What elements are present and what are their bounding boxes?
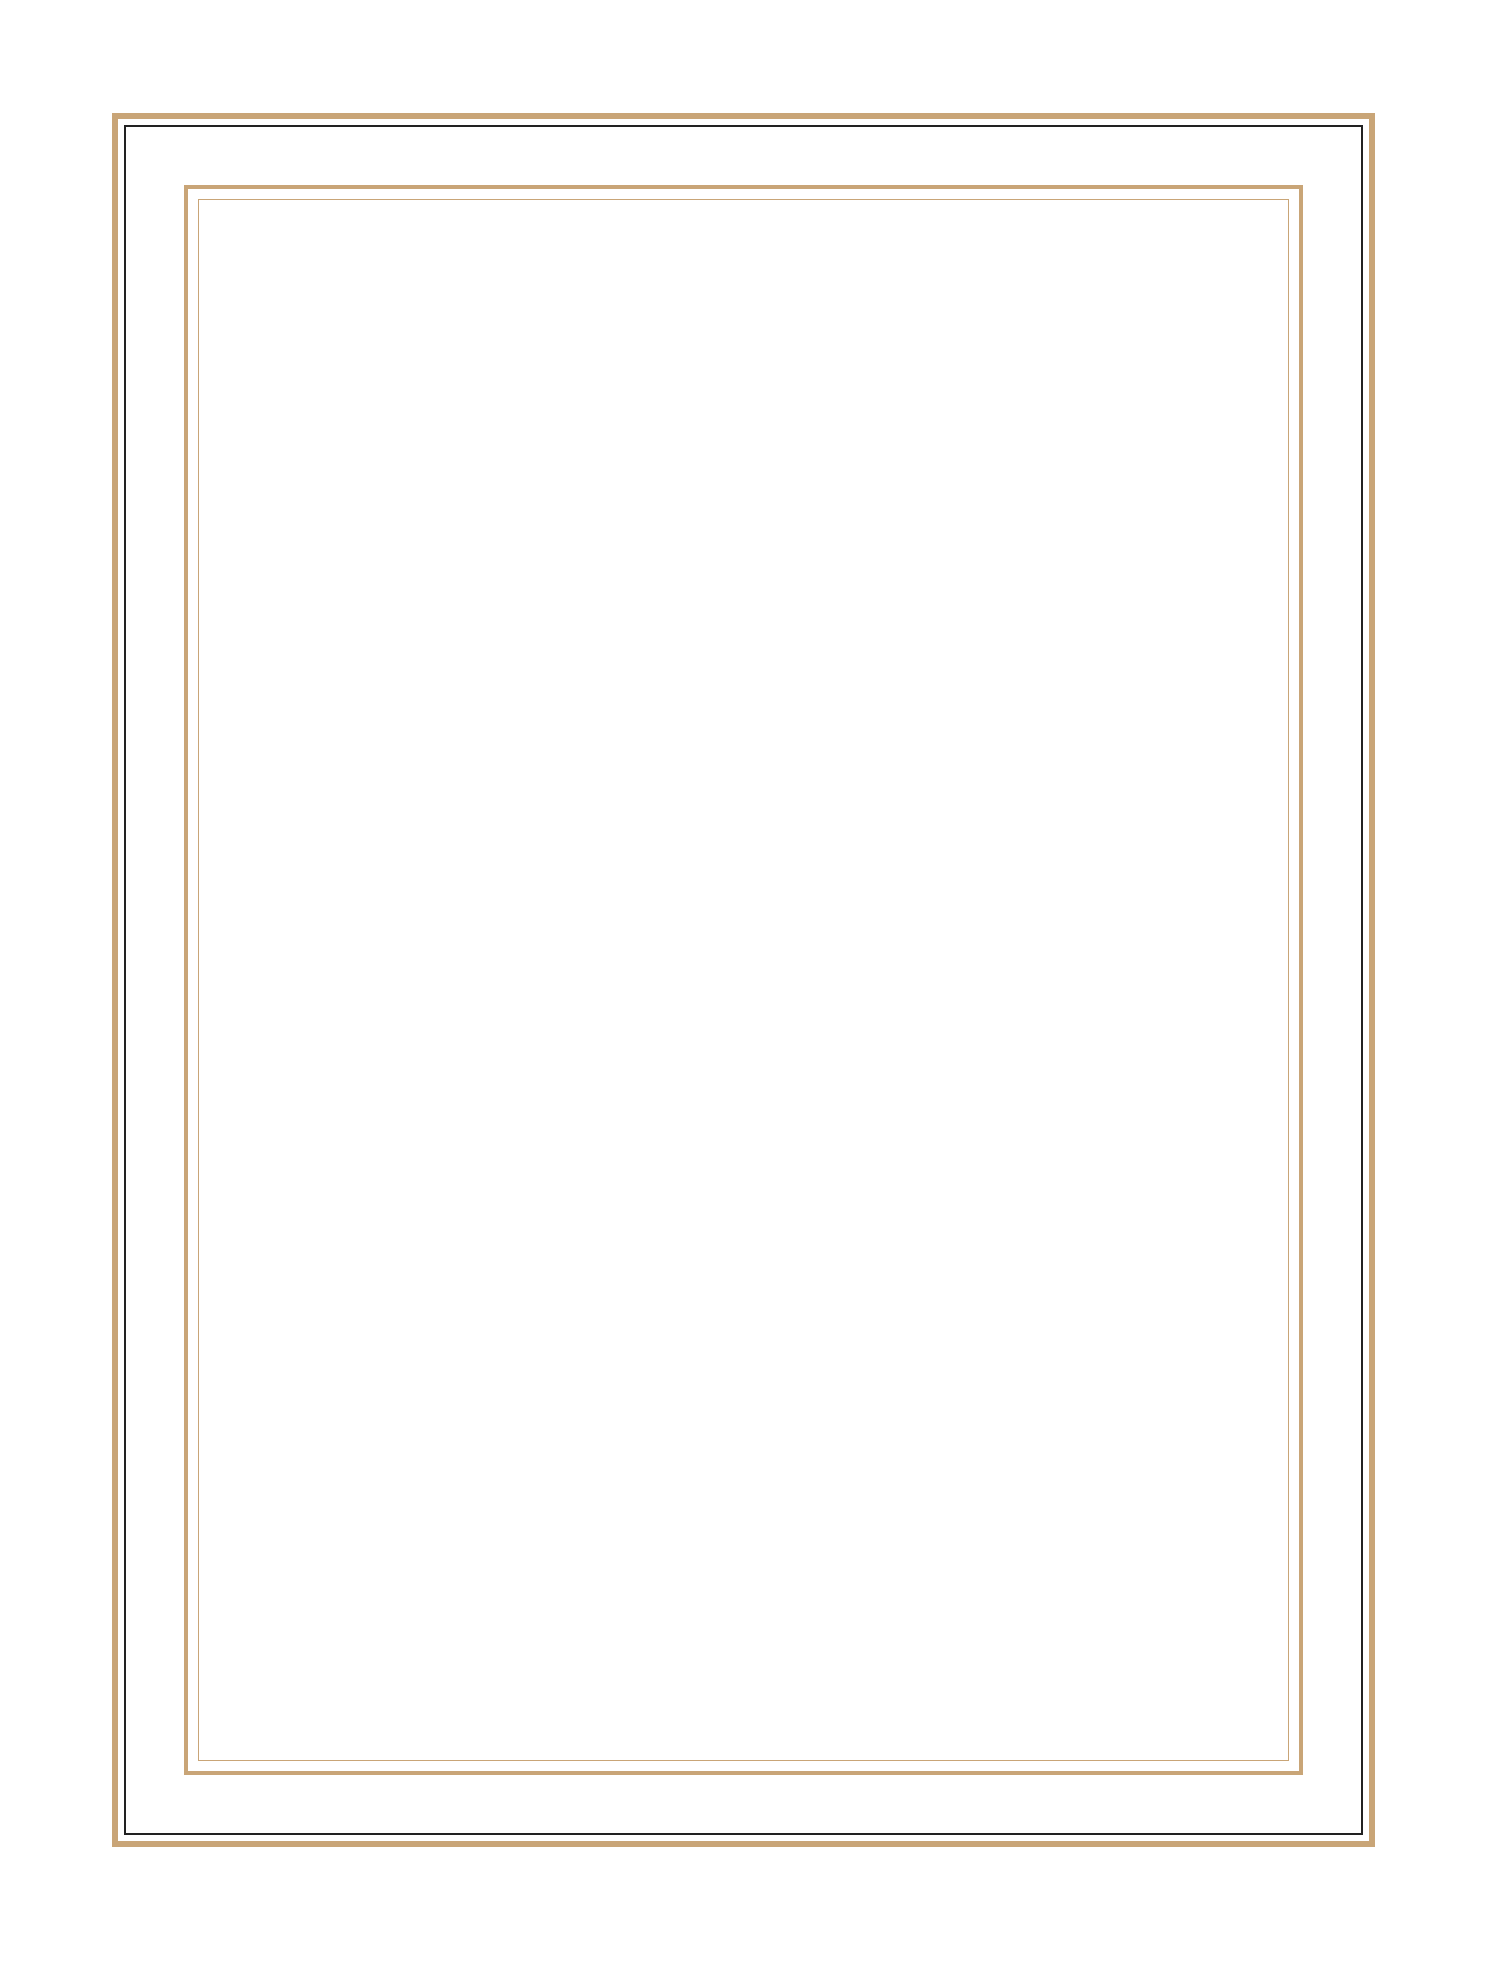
text-inner-frame [198,199,1289,1761]
text-panel [184,185,1303,1775]
ornament-right-band [1309,127,1361,1833]
ornament-left-band [126,127,178,1833]
ornamental-border [124,125,1363,1835]
page-frame [112,113,1375,1847]
ornament-bottom-band [126,1781,1361,1833]
page-header [0,66,1496,116]
ornament-top-band [126,127,1361,179]
